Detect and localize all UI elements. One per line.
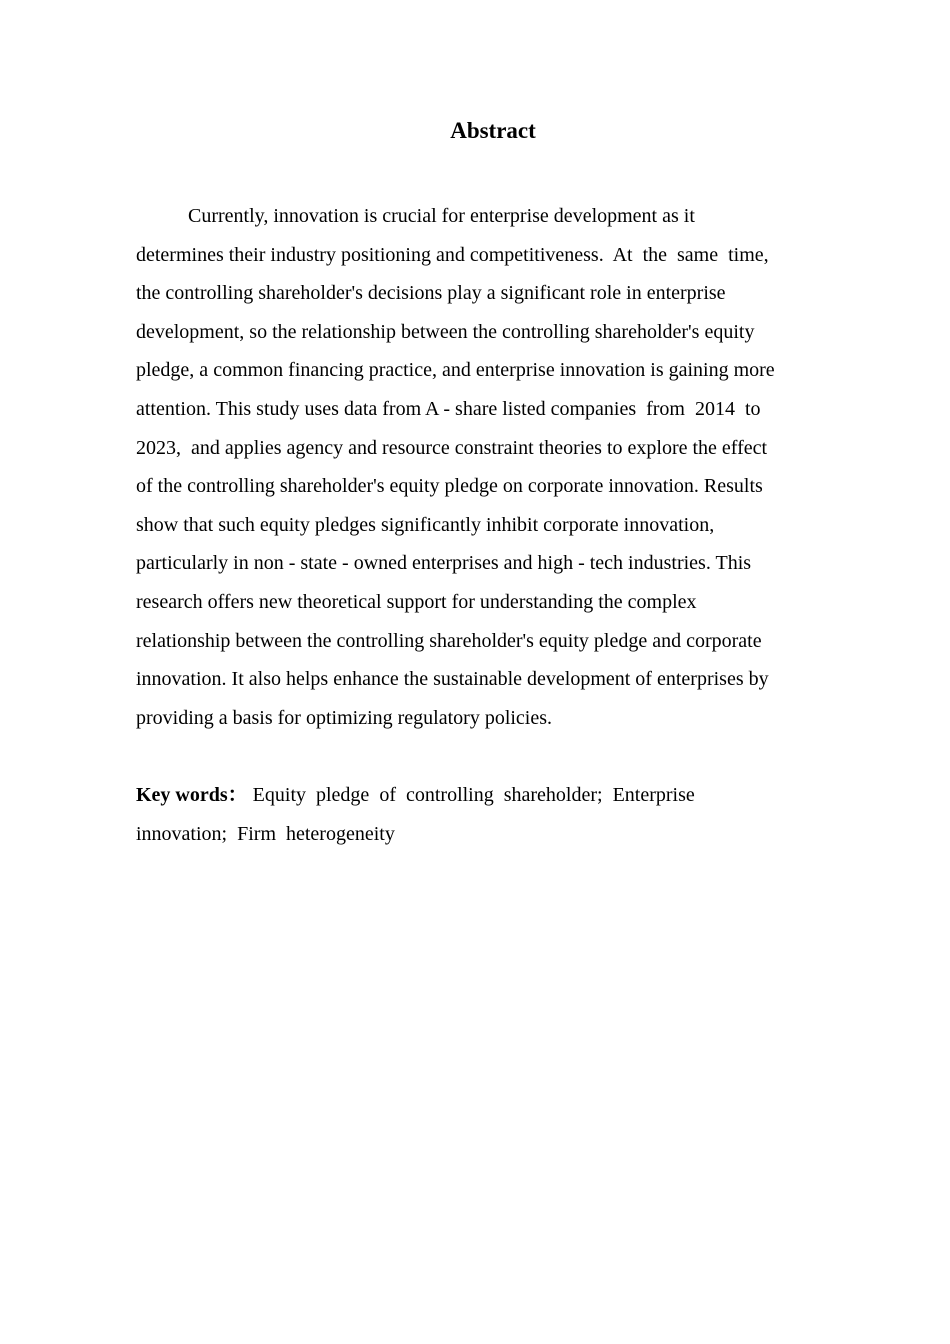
abstract-line: of the controlling shareholder's equity pledge on corporate innovation. Results xyxy=(136,475,763,498)
abstract-line: 2023, and applies agency and resource constraint theories to explore the effect xyxy=(136,436,768,459)
abstract-line: show that such equity pledges significantly inhibit corporate innovation, xyxy=(136,513,715,536)
keywords-line-1 xyxy=(136,776,856,815)
abstract-line: relationship between the controlling shareholder's equity pledge and corporate xyxy=(136,629,762,652)
abstract-line: attention. This study uses data from A - share listed companies from 2014 to xyxy=(136,397,761,420)
keywords-section xyxy=(136,776,856,853)
abstract-title: Abstract xyxy=(450,118,536,143)
abstract-line: development, so the relationship between the controlling shareholder's equity xyxy=(136,320,755,343)
abstract-line: research offers new theoretical support for understanding the complex xyxy=(136,590,697,613)
abstract-line: Currently, innovation is crucial for enterprise development as it xyxy=(188,205,695,227)
abstract-line: particularly in non - state - owned enterprises and high - tech industries. This xyxy=(136,552,752,575)
abstract-body xyxy=(136,197,856,737)
keywords-text: Equity pledge of controlling shareholder; Enterprise xyxy=(247,784,695,806)
abstract-line: the controlling shareholder's decisions play a significant role in enterprise xyxy=(136,282,726,305)
abstract-line: providing a basis for optimizing regulatory policies. xyxy=(136,706,553,729)
abstract-line: determines their industry positioning and competitiveness. At the same time, xyxy=(136,243,769,266)
abstract-line: innovation. It also helps enhance the sustainable development of enterprises by xyxy=(136,668,769,691)
keywords-label: Key words： xyxy=(136,784,248,806)
abstract-line: pledge, a common financing practice, and enterprise innovation is gaining more xyxy=(136,359,775,382)
keywords-line-2: innovation; Firm heterogeneity xyxy=(136,822,395,845)
